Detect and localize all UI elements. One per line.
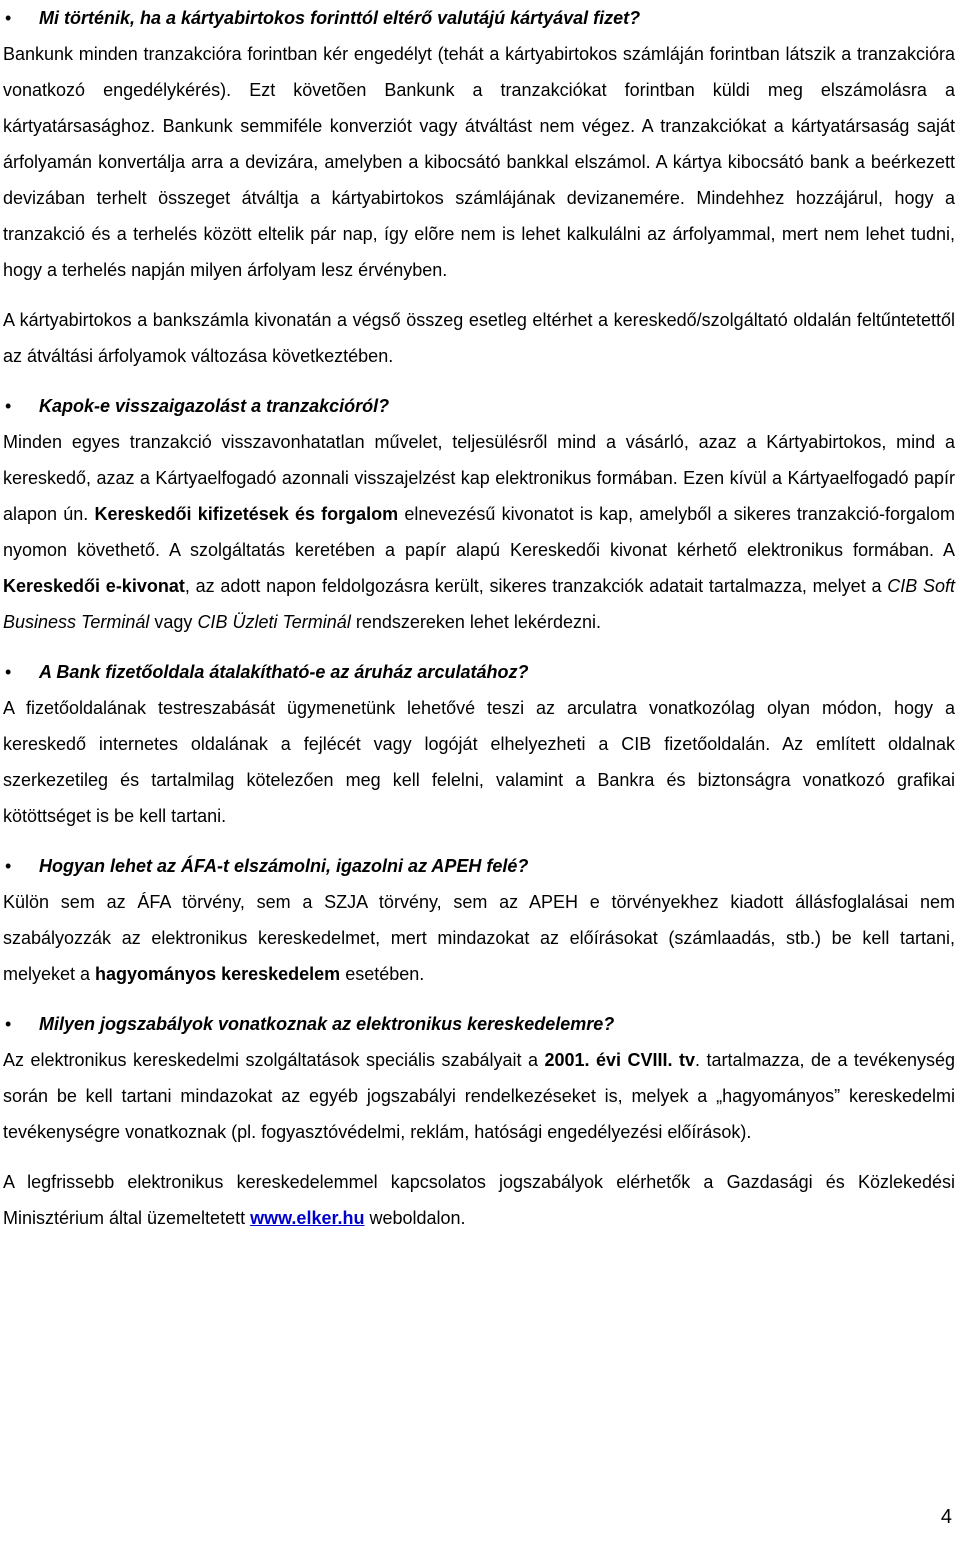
text-run: elnevezésű kivonatot is kap, amelyből a sikeres tranzakció-forgalom nyomon követhető. A szolgáltatás keretében a papír alapú Kereskedői kivonat kérhető elektronikus formában. A [3,504,955,560]
italic-text: CIB Soft Business Terminál [3,576,955,632]
text-run: vagy [149,612,198,632]
bullet-icon: • [5,1014,12,1034]
text-run: A legfrissebb elektronikus kereskedelemmel kapcsolatos jogszabályok elérhetők a Gazdasági és Közlekedési Minisztérium által üzemeltetett [3,1172,955,1228]
bullet-icon: • [5,856,12,876]
paragraph [3,1164,955,1236]
bold-text: 2001. évi CVIII. tv [544,1050,695,1070]
question-heading [3,0,955,36]
question-text: Milyen jogszabályok vonatkoznak az elektronikus kereskedelemre? [39,1014,615,1034]
text-run: rendszereken lehet lekérdezni. [350,612,601,632]
question-text: Mi történik, ha a kártyabirtokos forinttól eltérő valutájú kártyával fizet? [39,8,641,28]
page-number: 4 [940,1506,952,1528]
paragraph [3,424,955,640]
question-heading [3,388,955,424]
text-run: Az elektronikus kereskedelmi szolgáltatások speciális szabályait a [3,1050,545,1070]
text-run: . tartalmazza, de a tevékenység során be kell tartani mindazokat az egyéb jogszabályi rendelkezéseket is, melyek a „hagyományos” kereskedelmi tevékenységre vonatkoznak (pl. fogyasztóvédelmi, reklám, hatósági engedélyezési előírások). [3,1050,955,1142]
question-text: Hogyan lehet az ÁFA-t elszámolni, igazolni az APEH felé? [39,856,529,876]
bold-text: hagyományos kereskedelem [95,964,341,984]
paragraph: A fizetőoldalának testreszabását ügymenetünk lehetővé teszi az arculatra vonatkozólag olyan módon, hogy a kereskedő internetes oldalának a fejlécét vagy logóját elhelyezheti a CIB fizetőoldalán. Az említett oldalnak szerkezetileg és tartalmilag kötelezően meg kell felelni, valamint a Bankra és biztonságra vonatkozó grafikai kötöttséget is be kell tartani. [3,698,955,826]
text-run: esetében. [340,964,425,984]
paragraph [3,884,955,992]
document-content [3,0,955,1236]
question-text: Kapok-e visszaigazolást a tranzakcióról? [39,396,390,416]
question-text: A Bank fizetőoldala átalakítható-e az áruház arculatához? [39,662,529,682]
italic-text: CIB Üzleti Terminál [197,612,351,632]
bold-text: Kereskedői kifizetések és forgalom [94,504,399,524]
text-run: , az adott napon feldolgozásra került, sikeres tranzakciók adatait tartalmazza, melyet a [184,576,888,596]
paragraph: A kártyabirtokos a bankszámla kivonatán a végső összeg esetleg eltérhet a kereskedő/szolgáltató oldalán feltűntetettől az átváltási árfolyamok változása következtében. [3,310,955,366]
bold-text: Kereskedői e-kivonat [3,576,185,596]
bullet-icon: • [5,8,12,28]
question-heading [3,1006,955,1042]
question-heading [3,848,955,884]
elker-link[interactable]: www.elker.hu [250,1208,365,1228]
question-heading [3,654,955,690]
bullet-icon: • [5,662,12,682]
text-run: Minden egyes tranzakció visszavonhatatlan művelet, teljesülésről mind a vásárló, azaz a Kártyabirtokos, mind a kereskedő, azaz a Kártyaelfogadó azonnali visszajelzést kap elektronikus formában. Ezen kívül a Kártyaelfogadó papír alapon ún. [3,432,955,524]
bullet-icon: • [5,396,12,416]
text-run: Külön sem az ÁFA törvény, sem a SZJA törvény, sem az APEH e törvényekhez kiadott állásfoglalásai nem szabályozzák az elektronikus kereskedelmet, mert mindazokat az előírásokat (számlaadás, stb.) be kell tartani, melyeket a [3,892,955,984]
text-run: weboldalon. [364,1208,466,1228]
paragraph [3,1042,955,1150]
paragraph: Bankunk minden tranzakcióra forintban kér engedélyt (tehát a kártyabirtokos számláján forintban látszik a tranzakcióra vonatkozó engedélykérés). Ezt követõen Bankunk a tranzakciókat forintban küldi meg elszámolásra a kártyatársasághoz. Bankunk semmiféle konverziót vagy átváltást nem végez. A tranzakciókat a kártyatársaság saját árfolyamán konvertálja arra a devizára, amelyben a kibocsátó bankkal elszámol. A kártya kibocsátó bank a beérkezett devizában terhelt összeget átváltja a kártyabirtokos számlájának devizanemére. Mindehhez hozzájárul, hogy a tranzakció és a terhelés között eltelik pár nap, így elõre nem is lehet kalkulálni az árfolyammal, mert nem lehet tudni, hogy a terhelés napján milyen árfolyam lesz érvényben. [3,44,955,280]
